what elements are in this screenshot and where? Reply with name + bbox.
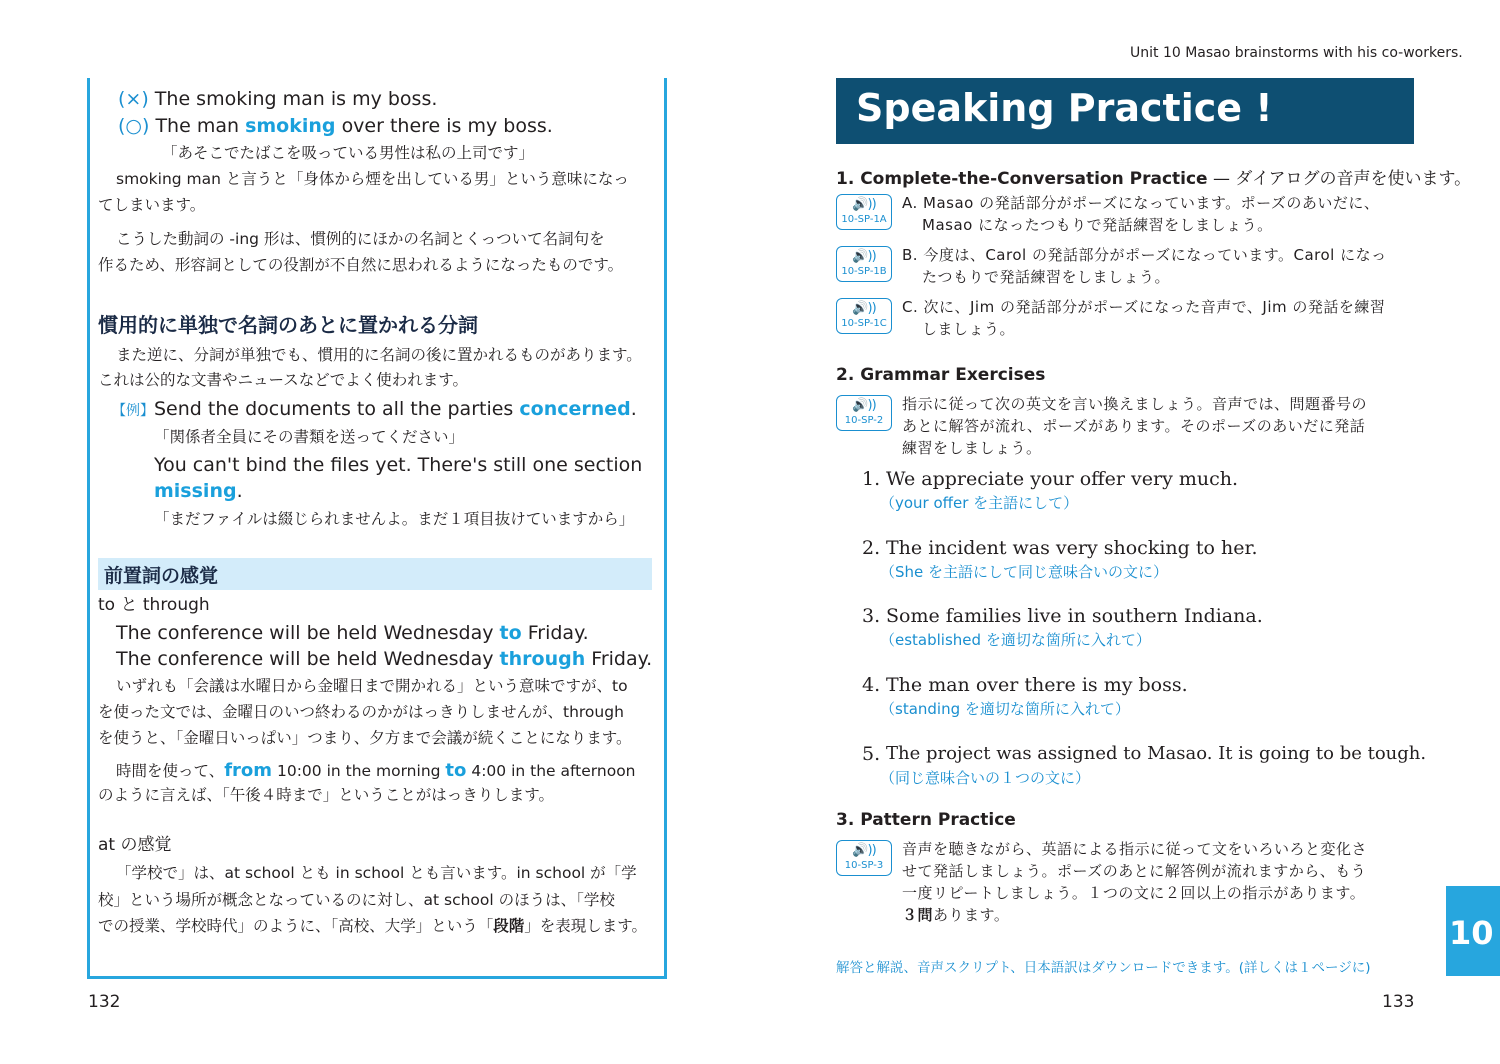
paragraph-line: こうした動詞の -ing 形は、慣例的にほかの名詞とくっついて名詞句を	[116, 230, 605, 248]
paragraph-line: 時間を使って、from 10:00 in the morning to 4:00 in the afternoon	[116, 760, 636, 781]
pattern-instruction-line: 一度リピートしましょう。１つの文に２回以上の指示があります。	[902, 884, 1366, 902]
exercise-number: 4.	[862, 674, 881, 696]
exercise-hint: （standing を適切な箇所に入れて）	[880, 700, 1130, 718]
speaker-icon: 🔊))	[852, 843, 876, 858]
instruction-c-line1: C. 次に、Jim の発話部分がポーズになった音声で、Jim の発話を練習	[902, 298, 1386, 316]
example-translation: 「関係者全員にその書類を送ってください」	[154, 428, 465, 446]
example-sentence: The conference will be held Wednesday to Friday.	[116, 622, 589, 644]
paragraph-line: のように言えば、「午後４時まで」ということがはっきりします。	[98, 786, 555, 804]
page-number-right: 133	[1382, 992, 1415, 1012]
paragraph-line: smoking man と言うと「身体から煙を出している男」という意味になっ	[116, 170, 629, 188]
audio-track-3[interactable]: 🔊)) 10-SP-3	[836, 840, 892, 876]
instruction-a-line2: Masao になったつもりで発話練習をしましょう。	[922, 216, 1273, 234]
exercise-sentence: The man over there is my boss.	[886, 674, 1188, 696]
example-right-translation: 「あそこでたばこを吸っている男性は私の上司です」	[162, 144, 535, 162]
example-sentence: You can't bind the files yet. There's still one section	[154, 454, 643, 476]
audio-track-2[interactable]: 🔊)) 10-SP-2	[836, 395, 892, 431]
exercise-number: 3.	[862, 605, 881, 627]
page-number-left: 132	[88, 992, 121, 1012]
example-translation: 「まだファイルは綴じられませんよ。まだ１項目抜けていますから」	[154, 510, 635, 528]
paragraph-line: 作るため、形容詞としての役割が不自然に思われるようになったものです。	[98, 256, 624, 274]
instruction-b-line1: B. 今度は、Carol の発話部分がポーズになっています。Carol になっ	[902, 246, 1387, 264]
speaker-icon: 🔊))	[852, 301, 876, 316]
section-1-heading: 1. Complete-the-Conversation Practice — ダイアログの音声を使います。	[836, 169, 1472, 189]
exercise-number: 1.	[862, 468, 881, 490]
section-3-heading: 3. Pattern Practice	[836, 810, 1016, 830]
paragraph-line: 「学校で」は、at school とも in school とも言います。in school が「学	[116, 864, 637, 882]
paragraph-line: これは公的な文書やニュースなどでよく使われます。	[98, 371, 468, 389]
example-sentence-cont: missing.	[154, 480, 243, 502]
audio-track-1a[interactable]: 🔊)) 10-SP-1A	[836, 194, 892, 230]
example-right: (○) The man smoking over there is my boss.	[118, 115, 553, 137]
exercise-sentence: We appreciate your offer very much.	[886, 468, 1239, 490]
paragraph-line: また逆に、分詞が単独でも、慣用的に名詞の後に置かれるものがあります。	[116, 346, 642, 364]
grammar-instruction-line: 練習をしましょう。	[902, 439, 1042, 457]
exercise-hint: （your offer を主語にして）	[880, 494, 1079, 512]
instruction-b-line2: たつもりで発話練習をしましょう。	[922, 268, 1171, 286]
grammar-instruction-line: 指示に従って次の英文を言い換えましょう。音声では、問題番号の	[902, 395, 1368, 413]
subheading: at の感覚	[98, 835, 172, 855]
speaker-icon: 🔊))	[852, 249, 876, 264]
instruction-a-line1: A. Masao の発話部分がポーズになっています。ポーズのあいだに、	[902, 194, 1380, 212]
audio-track-1b[interactable]: 🔊)) 10-SP-1B	[836, 246, 892, 282]
example-wrong: (×) The smoking man is my boss.	[118, 88, 438, 110]
paragraph-line: を使った文では、金曜日のいつ終わるのかがはっきりしませんが、through	[98, 703, 624, 721]
paragraph-line: いずれも「会議は水曜日から金曜日まで開かれる」という意味ですが、to	[116, 677, 628, 695]
pattern-instruction-line: ３問あります。	[902, 906, 1010, 924]
section-heading: 前置詞の感覚	[104, 565, 219, 587]
subheading: to と through	[98, 595, 210, 615]
paragraph-line: 校」という場所が概念となっているのに対し、at school のほうは、「学校	[98, 891, 615, 909]
title-bar	[836, 78, 1414, 144]
pattern-instruction-line: せて発話しましょう。ポーズのあとに解答例が流れますから、もう	[902, 862, 1367, 880]
download-note: 解答と解説、音声スクリプト、日本語訳はダウンロードできます。(詳しくは１ページに)	[836, 960, 1371, 976]
speaker-icon: 🔊))	[852, 197, 876, 212]
exercise-number: 5.	[862, 743, 881, 765]
section-2-heading: 2. Grammar Exercises	[836, 365, 1046, 385]
exercise-hint: （同じ意味合いの１つの文に）	[880, 769, 1091, 787]
audio-track-1c[interactable]: 🔊)) 10-SP-1C	[836, 298, 892, 334]
exercise-sentence: Some families live in southern Indiana.	[886, 605, 1263, 627]
instruction-c-line2: しましょう。	[922, 320, 1016, 338]
exercise-number: 2.	[862, 537, 881, 559]
paragraph-line: てしまいます。	[98, 196, 206, 214]
speaker-icon: 🔊))	[852, 398, 876, 413]
paragraph-line: を使うと、「金曜日いっぱい」つまり、夕方まで会議が続くことになります。	[98, 729, 632, 747]
unit-tab	[1446, 886, 1500, 976]
exercise-hint: （She を主語にして同じ意味合いの文に）	[880, 563, 1169, 581]
unit-tab-label: 10	[1449, 914, 1494, 952]
exercise-hint: （established を適切な箇所に入れて）	[880, 631, 1151, 649]
paragraph-line: での授業、学校時代」のように、「高校、大学」という「段階」を表現します。	[98, 917, 648, 935]
exercise-sentence: The project was assigned to Masao. It is going to be tough.	[886, 743, 1427, 764]
running-head: Unit 10 Masao brainstorms with his co-workers.	[1130, 45, 1463, 61]
grammar-instruction-line: あとに解答が流れ、ポーズがあります。そのポーズのあいだに発話	[902, 417, 1366, 435]
example-mark: 【例】	[112, 403, 154, 419]
page-title: Speaking Practice !	[856, 86, 1273, 130]
exercise-sentence: The incident was very shocking to her.	[886, 537, 1258, 559]
example-sentence: The conference will be held Wednesday through Friday.	[116, 648, 653, 670]
section-heading: 慣用的に単独で名詞のあとに置かれる分詞	[98, 313, 478, 337]
example-sentence: Send the documents to all the parties concerned.	[154, 398, 637, 420]
pattern-instruction-line: 音声を聴きながら、英語による指示に従って文をいろいろと変化さ	[902, 840, 1368, 858]
